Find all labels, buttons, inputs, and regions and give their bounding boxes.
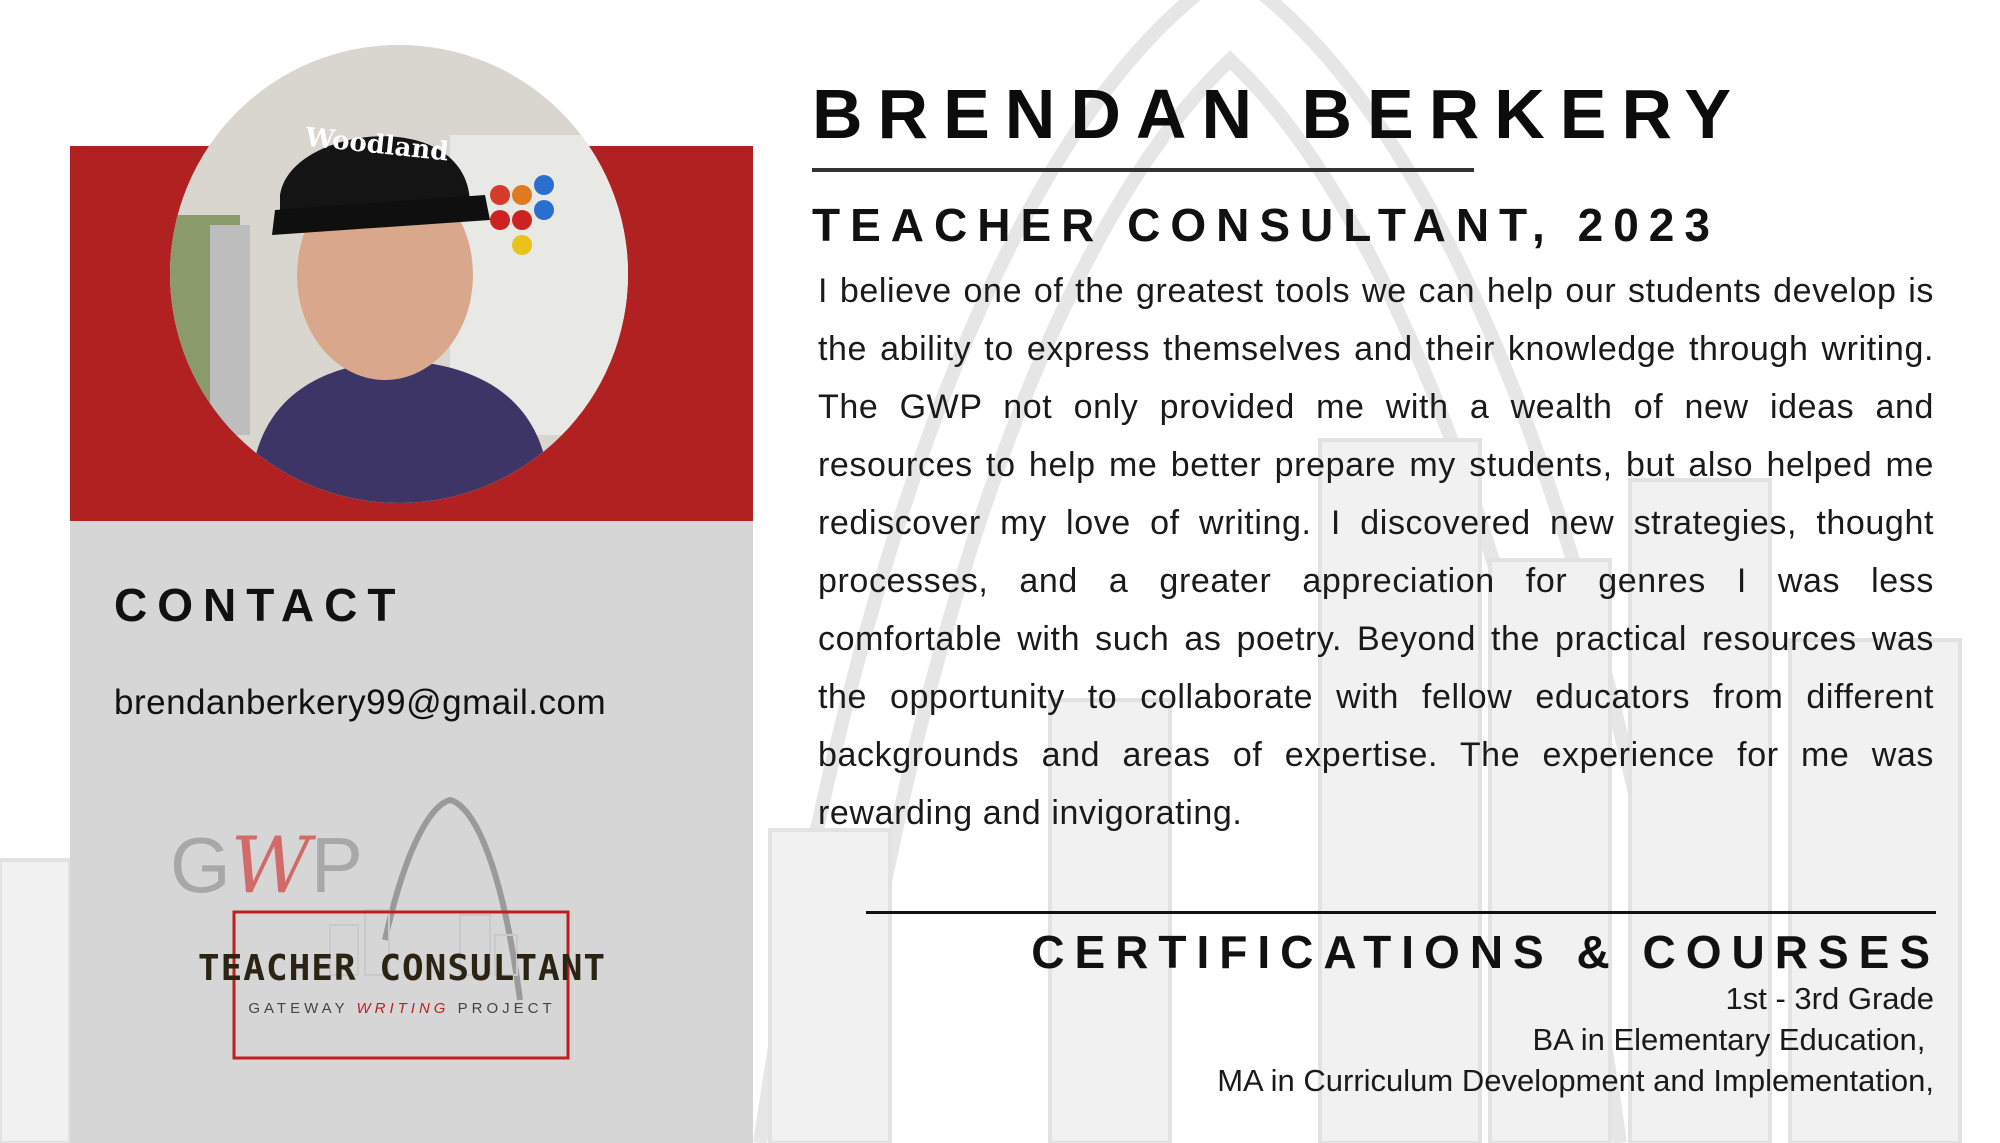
contact-heading: CONTACT	[114, 579, 406, 631]
certifications-divider	[866, 911, 1936, 914]
profile-role: TEACHER CONSULTANT, 2023	[812, 199, 1720, 251]
logo-letter-w: W	[230, 821, 311, 911]
certification-item: 1st - 3rd Grade	[1725, 981, 1934, 1016]
profile-bio: I believe one of the greatest tools we can help our students develop is the ability to express themselves and their knowledge through writing. The GWP not only provided me with a wealth of new ideas and resources to help me better prepare my students, but also helped me rediscover my love of writing. I discovered new strategies, thought processes, and a greater appreciation for genres I was less comfortable with such as poetry. Beyond the practical resources was the opportunity to collaborate with fellow educators from different backgrounds and areas of expertise. The experience for me was rewarding and invigorating.	[818, 272, 1934, 832]
gwp-logo	[160, 790, 640, 1080]
logo-subtitle-gateway: GATEWAY	[248, 1000, 357, 1017]
logo-letter-g: G	[170, 821, 231, 909]
logo-title: TEACHER CONSULTANT	[197, 948, 607, 989]
logo-subtitle-writing: WRITING	[356, 1000, 450, 1017]
certifications-heading: CERTIFICATIONS & COURSES	[1031, 926, 1940, 978]
profile-name: BRENDAN BERKERY	[812, 75, 1747, 153]
certification-item: MA in Curriculum Development and Implementation,	[1217, 1063, 1934, 1098]
cap-text: Woodland	[303, 122, 450, 168]
profile-photo	[170, 45, 628, 503]
logo-letter-p: P	[310, 821, 363, 909]
contact-email[interactable]: brendanberkery99@gmail.com	[114, 683, 607, 722]
certifications-list	[1217, 978, 1934, 1101]
name-divider	[812, 168, 1474, 172]
logo-subtitle-project: PROJECT	[449, 1000, 556, 1017]
certification-item: BA in Elementary Education,	[1532, 1022, 1934, 1057]
